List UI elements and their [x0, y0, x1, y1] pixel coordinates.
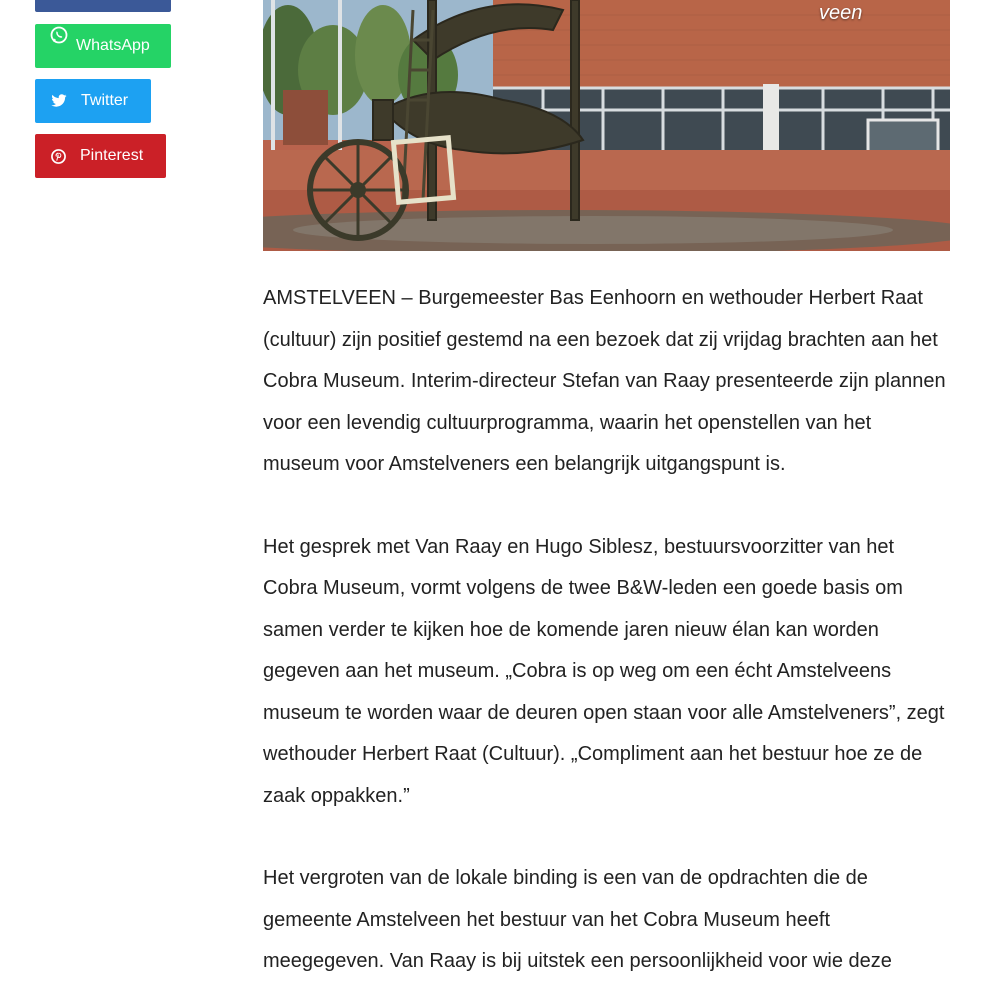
twitter-share-label: Twitter — [81, 92, 129, 109]
article-paragraph: Het gesprek met Van Raay en Hugo Siblesz, bestuursvoorzitter van het Cobra Museum, vormt volgens de twee B&W-leden een goede basis om samen verder te kijken hoe de komende jaren nieuw élan kan worden gegeven aan het museum. „Cobra is op weg om een écht Amstelveens museum te worden waar de deuren open staan voor alle Amstelveners”, zegt wethouder Herbert Raat (Cultuur). „Compliment aan het bestuur hoe ze de zaak oppakken.” — [263, 535, 945, 807]
twitter-share-button[interactable] — [35, 79, 151, 123]
article-body — [263, 278, 953, 1000]
museum-photo — [263, 0, 950, 251]
article-paragraph: AMSTELVEEN – Burgemeester Bas Eenhoorn en wethouder Herbert Raat (cultuur) zijn positief gestemd na een bezoek dat zij vrijdag brachten aan het Cobra Museum. Interim-directeur Stefan van Raay presenteerde zijn plannen voor een levendig cultuurprogramma, waarin het openstellen van het museum voor Amstelveners een belangrijk uitgangspunt is. — [263, 287, 946, 475]
hero-image — [263, 0, 950, 251]
whatsapp-share-label: WhatsApp — [76, 37, 150, 54]
pinterest-icon — [51, 149, 66, 164]
twitter-icon — [51, 94, 67, 108]
pinterest-share-button[interactable] — [35, 134, 166, 178]
hero-caption: veen — [819, 2, 863, 24]
facebook-share-button[interactable] — [35, 0, 171, 12]
pinterest-share-label: Pinterest — [80, 147, 144, 164]
article-paragraph: Het vergroten van de lokale binding is een van de opdrachten die de gemeente Amstelveen het bestuur van het Cobra Museum heeft meegegeven. Van Raay is bij uitstek een persoonlijkheid voor wie deze — [263, 867, 892, 972]
whatsapp-share-button[interactable] — [35, 24, 171, 68]
whatsapp-icon — [49, 25, 69, 45]
